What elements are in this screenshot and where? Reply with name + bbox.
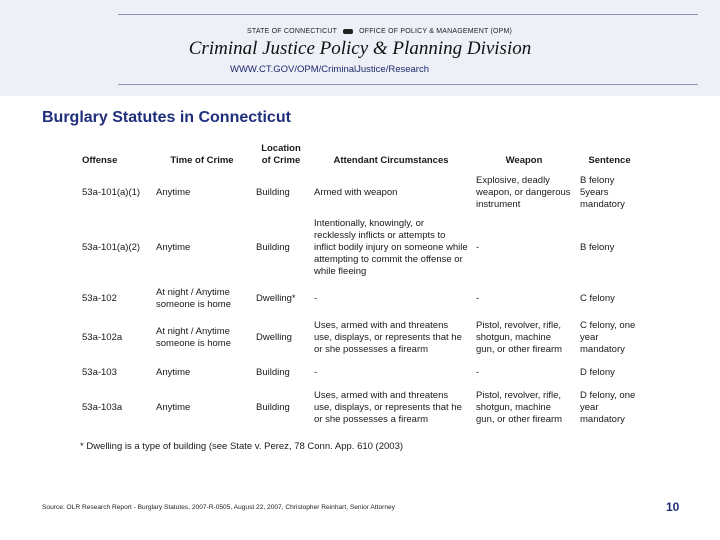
- weapon-cell: Pistol, revolver, rifle, shotgun, machine gun, or other firearm: [476, 319, 563, 355]
- time-cell: At night / Anytime someone is home: [156, 286, 231, 310]
- agency-right-label: OFFICE OF POLICY & MANAGEMENT (OPM): [359, 27, 513, 35]
- header-rule-bottom: [118, 84, 698, 85]
- weapon-cell: Explosive, deadly weapon, or dangerous instrument: [476, 174, 571, 210]
- statutes-table: [78, 140, 643, 430]
- offense-cell: 53a-103: [82, 366, 117, 378]
- table-row: [78, 171, 643, 215]
- location-cell: Building: [256, 242, 290, 254]
- weapon-cell: -: [476, 292, 480, 304]
- location-cell: Building: [256, 401, 290, 413]
- agency-line: [247, 25, 547, 37]
- dash-icon: [343, 29, 353, 34]
- offense-cell: 53a-101(a)(2): [82, 242, 141, 254]
- column-header-sentence: Sentence: [588, 154, 631, 166]
- table-row: [78, 360, 643, 386]
- time-cell: Anytime: [156, 242, 191, 254]
- table-row: [78, 214, 643, 281]
- offense-cell: 53a-101(a)(1): [82, 186, 141, 198]
- division-title: Criminal Justice Policy & Planning Division: [188, 38, 532, 59]
- slide-title: Burglary Statutes in Connecticut: [42, 109, 291, 126]
- offense-cell: 53a-103a: [82, 401, 123, 413]
- column-header-offense: Offense: [82, 154, 118, 166]
- location-cell: Building: [256, 186, 290, 198]
- weapon-cell: Pistol, revolver, rifle, shotgun, machine gun, or other firearm: [476, 389, 563, 425]
- column-header-weapon: Weapon: [505, 154, 543, 166]
- column-header-location: Location of Crime: [261, 143, 301, 166]
- column-header-circumstances: Attendant Circumstances: [333, 154, 449, 166]
- sentence-cell: C felony, one year mandatory: [580, 319, 636, 355]
- table-header-row: [78, 140, 643, 171]
- time-cell: Anytime: [156, 401, 191, 413]
- location-cell: Dwelling*: [256, 292, 296, 304]
- circumstances-cell: -: [314, 292, 318, 304]
- column-header-time: Time of Crime: [170, 154, 234, 166]
- table-footnote: * Dwelling is a type of building (see State v. Perez, 78 Conn. App. 610 (2003): [80, 441, 404, 452]
- sentence-cell: C felony: [580, 292, 615, 304]
- circumstances-cell: Intentionally, knowingly, or recklessly inflicts or attempts to inflict bodily injury on someone while attempting to commit the offense or while fleeing: [314, 218, 468, 277]
- division-url[interactable]: WWW.CT.GOV/OPM/CriminalJustice/Research: [230, 64, 429, 75]
- time-cell: Anytime: [156, 366, 191, 378]
- source-citation: Source: OLR Research Report - Burglary Statutes, 2007-R-0505, August 22, 2007, Christopher Reinhart, Senior Attorney: [42, 504, 395, 511]
- sentence-cell: D felony, one year mandatory: [580, 389, 636, 425]
- agency-left-label: STATE OF CONNECTICUT: [247, 27, 338, 35]
- sentence-cell: D felony: [580, 366, 615, 378]
- page-number: 10: [666, 500, 680, 514]
- weapon-cell: -: [476, 366, 480, 378]
- table-row: [78, 316, 643, 360]
- header-rule-top: [118, 14, 698, 15]
- offense-cell: 53a-102: [82, 292, 117, 304]
- circumstances-cell: Uses, armed with and threatens use, displays, or represents that he or she possesses a firearm: [314, 319, 462, 355]
- sentence-cell: B felony 5years mandatory: [580, 174, 625, 210]
- table-row: [78, 282, 643, 316]
- table-row: [78, 386, 643, 430]
- sentence-cell: B felony: [580, 242, 615, 254]
- circumstances-cell: Uses, armed with and threatens use, displays, or represents that he or she possesses a firearm: [314, 389, 462, 425]
- time-cell: Anytime: [156, 186, 191, 198]
- circumstances-cell: Armed with weapon: [314, 186, 398, 198]
- circumstances-cell: -: [314, 366, 318, 378]
- offense-cell: 53a-102a: [82, 331, 123, 343]
- location-cell: Building: [256, 366, 290, 378]
- location-cell: Dwelling: [256, 331, 292, 343]
- time-cell: At night / Anytime someone is home: [156, 325, 231, 349]
- weapon-cell: -: [476, 242, 480, 254]
